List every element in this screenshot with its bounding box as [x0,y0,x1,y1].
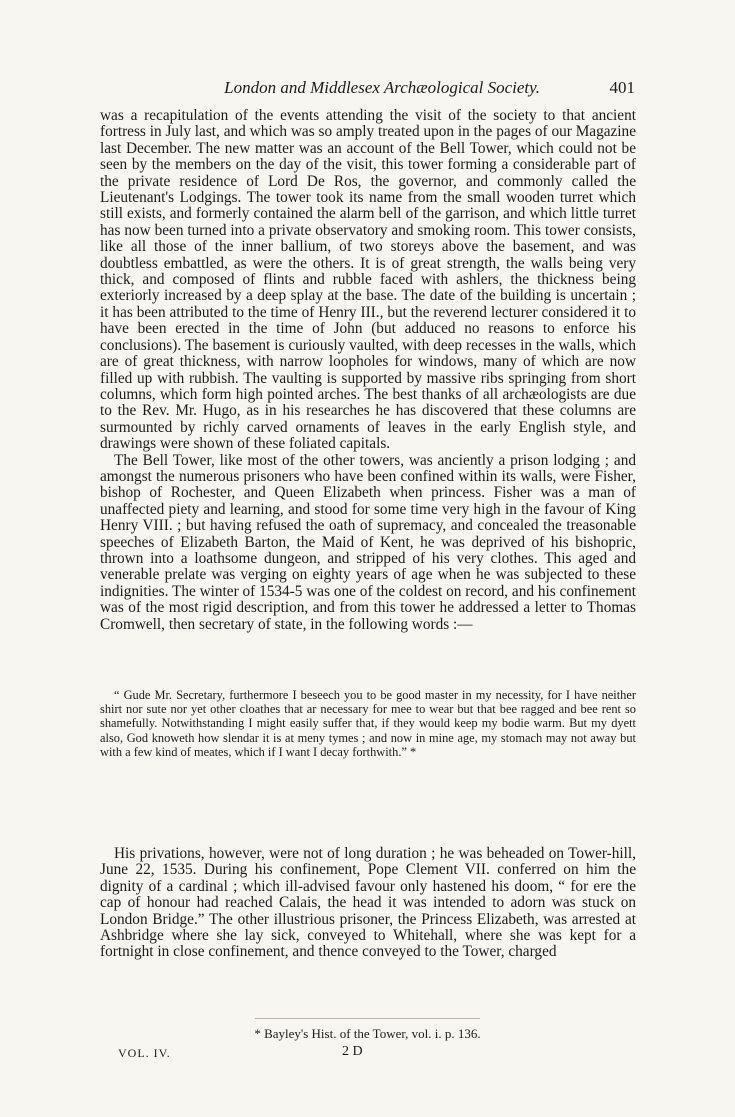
paragraph-2: The Bell Tower, like most of the other towers, was anciently a prison lodging ; and amongst the numerous prisoners who have been confined within its walls, were Fisher, bishop of Rochester, and Queen Elizabeth when princess. Fisher was a man of unaffected piety and learning, and stood for some time very high in the favour of King Henry VIII. ; but having refused the oath of supremacy, and concealed the treasonable speeches of Elizabeth Barton, the Maid of Kent, he was deprived of his bishopric, thrown into a loathsome dungeon, and stripped of his very clothes. This aged and venerable prelate was verging on eighty years of age when he was subjected to these indignities. The winter of 1534-5 was one of the coldest on record, and his confinement was of the most rigid description, and from this tower he addressed a letter to Thomas Cromwell, then secretary of state, in the following words :— [100,451,636,633]
footnote: * Bayley's Hist. of the Tower, vol. i. p. 136. [254,1026,481,1041]
running-header [105,78,635,102]
main-text [100,108,636,633]
signature-mark: 2 D [342,1044,363,1059]
paragraph-3: His privations, however, were not of long duration ; he was beheaded on Tower-hill, June 22, 1535. During his confinement, Pope Clement VII. conferred on him the dignity of a cardinal ; which ill-advised favour only hastened his doom, “ for ere the cap of honour had reached Calais, the head it was intended to adorn was stuck on London Bridge.” The other illustrious prisoner, the Princess Elizabeth, was arrested at Ashbridge where she lay sick, conveyed to Whitehall, where she was kept for a fortnight in close confinement, and thence conveyed to the Tower, charged [100,845,636,961]
block-quote: “ Gude Mr. Secretary, furthermore I beseech you to be good master in my necessity, for I have neither shirt nor sute nor yet other cloathes that ar necessary for mee to wear but that bee ragged and bee rent so shamefully. Notwithstanding I might easily suffer that, if they would keep my bodie warm. But my dyett also, God knoweth how slendar it is at meny tymes ; and now in mine age, my stomach may not away but with a few kind of meates, which if I want I decay forthwith.” * [100,688,636,759]
page-number: 401 [609,78,635,97]
volume-mark: VOL. IV. [118,1046,171,1060]
footnote-rule [255,1018,480,1019]
paragraph-1: was a recapitulation of the events attending the visit of the society to that ancient fortress in July last, and which was so amply treated upon in the pages of our Magazine last December. The new matter was an account of the Bell Tower, which could not be seen by the members on the day of the visit, this tower forming a considerable part of the private residence of Lord De Ros, the governor, and commonly called the Lieutenant's Lodgings. The tower took its name from the small wooden turret which still exists, and formerly contained the alarm bell of the garrison, and which little turret has now been turned into a private observatory and smoking room. This tower consists, like all those of the inner ballium, of two storeys above the basement, and was doubtless embattled, as were the others. It is of great strength, the walls being very thick, and composed of flints and rubble faced with ashlers, the thickness being exteriorly increased by a deep splay at the base. The date of the building is uncertain ; it has been attributed to the time of Henry III., but the reverend lecturer considered it to have been erected in the time of John (but adduced no reasons to enforce his conclusions). The basement is curiously vaulted, with deep recesses in the walls, which are of great thickness, with narrow loopholes for windows, many of which are now filled up with rubbish. The vaulting is supported by massive ribs springing from short columns, which form high pointed arches. The best thanks of all archæologists are due to the Rev. Mr. Hugo, as in his researches he has discovered that these columns are surmounted by richly carved ornaments of leaves in the early English style, and drawings were shown of these foliated capitals. [100,107,636,453]
running-title: London and Middlesex Archæological Society. [224,78,540,97]
